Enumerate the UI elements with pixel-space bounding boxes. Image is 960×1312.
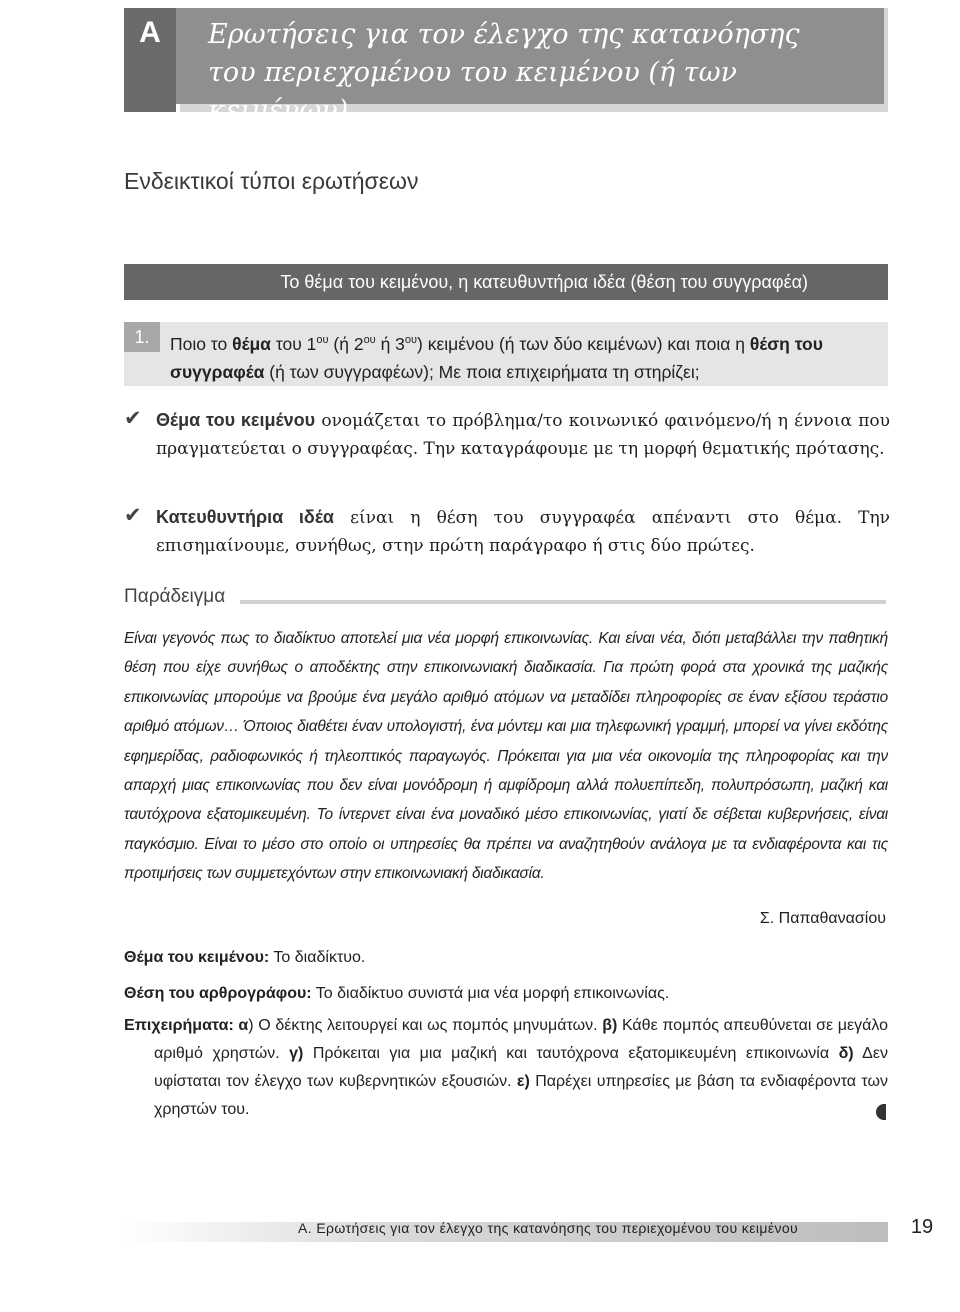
bullet-keyword: Κατευθυντήρια ιδέα [156, 507, 335, 527]
checkmark-icon: ✔ [124, 504, 142, 527]
bullet-keyword: Θέμα του κειμένου [156, 410, 316, 430]
example-heading: Παράδειγμα [124, 586, 226, 607]
question-text: Ποιο το θέμα του $1^{o\upsilon}$ (ή $2^{o\upsilon}$ ή $3^{o\upsilon}$) κειμένου (ή των δύο κειμένων) και ποια η θέση του συγγραφέα (ή των συγγραφέων); Με ποια επιχειρήματα τη στηρίζει; [170, 333, 823, 382]
end-mark-icon [876, 1104, 886, 1120]
answer-arguments [124, 1012, 888, 1124]
example-text: Είναι γεγονός πως το διαδίκτυο αποτελεί μια νέα μορφή επικοινωνίας. Και είναι νέα, διότι μεταβάλλει την παθητική θέση που είχε συνήθως ο αποδέκτης στην επικοινωνιακή διαδικασία. Για πρώτη φορά στα χρονικά της μαζικής επικοινωνίας μπορούμε να βρούμε ένα μεγάλο αριθμό ατόμων να μεταδίδει πληροφορίες σε έναν εξίσου τεράστιο αριθμό ατόμων… Όποιος διαθέτει έναν υπολογιστή, ένα μόντεμ και μια τηλεφωνική γραμμή, μπορεί να γίνει εκδότης εφημερίδας, ραδιοφωνικός ή τηλεοπτικός παραγωγός. Πρόκειται για μια νέα οικονομία της πληροφορίας και την απαρχή μιας επικοινωνίας που δεν είναι μονόδρομη ή αμφίδρομη αλλά πολυεπίπεδη, πολυπρόσωπη, μαζική και ταυτόχρονα εξατομικευμένη. Το ίντερνετ είναι ένα μοναδικό μέσο επικοινωνίας, γιατί δε σέβεται κυβερνήσεις, είναι παγκόσμιο. Είναι το μέσο στο οποίο οι υπηρεσίες θα πρέπει να αναζητηθούν ανάλογα με τα ενδιαφέροντα και τις προτιμήσεις των συμμετεχόντων στην επικοινωνιακή διαδικασία. [124, 630, 888, 883]
chapter-banner [124, 8, 888, 126]
chapter-letter: Α [139, 16, 161, 49]
bullet-text: Κατευθυντήρια ιδέα είναι η θέση του συγγραφέα απέναντι στο θέμα. Την επισημαίνουμε, συνήθως, στην πρώτη παράγραφο ή στις δύο πρώτες. [156, 507, 890, 556]
chapter-title [208, 16, 868, 130]
topic-bar: Το θέμα του κειμένου, η κατευθυντήρια ιδέα (θέση του συγγραφέα) [124, 264, 888, 300]
bullet-text: Θέμα του κειμένου ονομάζεται το πρόβλημα/το κοινωνικό φαινόμενο/ή η έννοια που πραγματεύεται ο συγγραφέας. Την καταγράφουμε με τη μορφή θεματικής πρότασης. [156, 410, 890, 459]
checkmark-icon: ✔ [124, 407, 142, 430]
section-heading: Ενδεικτικοί τύποι ερωτήσεων [124, 168, 419, 194]
chapter-title-line-2: του περιεχομένου του κειμένου (ή των κειμένων) [208, 57, 738, 126]
question-number: 1. [124, 322, 160, 352]
page-number: 19 [910, 1216, 934, 1238]
answer-topic: Θέμα του κειμένου: Το διαδίκτυο. [124, 949, 366, 966]
chapter-title-line-1: Ερωτήσεις για τον έλεγχο της κατανόησης [208, 19, 800, 50]
arguments-paragraph: Επιχειρήματα: α) Ο δέκτης λειτουργεί και ως πομπός μηνυμάτων. β) Κάθε πομπός απευθύνεται σε μεγάλο αριθμό χρηστών. γ) Πρόκειται για μια μαζική και ταυτόχρονα εξατομικευμένη επικοινωνία δ) Δεν υφίσταται τον έλεγχο των κυβερνητικών εξουσιών. ε) Παρέχει υπηρεσίες με βάση τα ενδιαφέροντα των χρηστών του. [124, 1017, 889, 1118]
answer-thesis: Θέση του αρθρογράφου: Το διαδίκτυο συνιστά μια νέα μορφή επικοινωνίας. [124, 985, 670, 1002]
example-author: Σ. Παπαθανασίου [759, 910, 886, 927]
question-box [124, 322, 888, 386]
footer-running-title: Α. Ερωτήσεις για τον έλεγχο της κατανόησης του περιεχομένου του κειμένου [298, 1220, 799, 1236]
example-divider [240, 600, 886, 604]
